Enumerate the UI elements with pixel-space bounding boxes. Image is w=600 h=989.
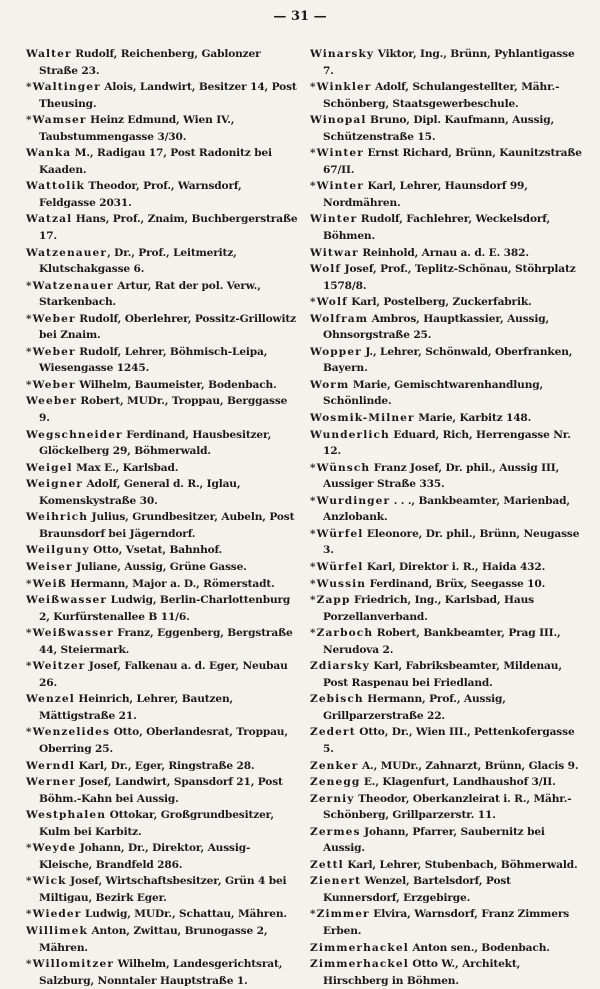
entry-details: Marie, Karbitz 148.: [414, 412, 532, 425]
entry-surname: Weißwasser: [26, 594, 108, 607]
directory-entry: [310, 824, 582, 857]
entry-details: Anton, Zwittau, Brunogasse 2, Mähren.: [39, 924, 268, 954]
entry-details: Adolf, Schulangestellter, Mähr.-Schönberg, Staatsgewerbeschule.: [323, 81, 560, 110]
entry-details: Josef, Wirtschaftsbesitzer, Grün 4 bei Miltigau, Bezirk Eger.: [39, 875, 287, 904]
entry-surname: Zedert: [310, 726, 356, 739]
entry-details: Otto, Dr., Wien III., Pettenkofergasse 5.: [323, 726, 575, 755]
entry-details: Robert, Bankbeamter, Prag III., Nerudova 2.: [323, 627, 561, 656]
directory-entry: [26, 542, 298, 559]
directory-entry: [310, 691, 582, 724]
directory-entry: [310, 526, 582, 559]
entry-surname: *Zimmer: [310, 908, 370, 921]
entry-details: Ludwig, Berlin-Charlottenburg 2, Kurfürstenallee B 11/6.: [39, 594, 291, 623]
entry-surname: *Weyde: [26, 842, 77, 855]
entry-surname: *Zapp: [310, 594, 351, 607]
entry-details: Otto, Vsetat, Bahnhof.: [89, 544, 223, 557]
entry-surname: *Winter: [310, 180, 364, 193]
directory-entry: [26, 840, 298, 873]
entry-details: Josef, Falkenau a. d. Eger, Neubau 26.: [39, 660, 288, 689]
entry-details: Rudolf, Oberlehrer, Possitz-Grillowitz bei Znaim.: [39, 312, 296, 342]
directory-entry: [310, 245, 582, 262]
directory-entry: [310, 211, 582, 244]
directory-entry: [310, 576, 582, 593]
directory-entry: [26, 145, 298, 178]
directory-entry: [310, 294, 582, 311]
directory-entry: [310, 311, 582, 344]
left-column: [26, 46, 298, 989]
entry-surname: *Wurdinger: [310, 494, 391, 507]
entry-details: Marie, Gemischtwarenhandlung, Schönlinde.: [323, 378, 544, 408]
entry-details: Elvira, Warnsdorf, Franz Zimmers Erben.: [323, 908, 570, 937]
entry-surname: Zenker: [310, 759, 359, 772]
directory-entry: [310, 940, 582, 957]
entry-surname: Winter: [310, 213, 358, 226]
directory-entry: [26, 724, 298, 757]
directory-entry: [26, 377, 298, 394]
entry-details: Robert, MUDr., Troppau, Berggasse 9.: [39, 395, 288, 425]
entry-surname: Willimek: [26, 924, 88, 937]
entry-surname: Winopal: [310, 114, 367, 127]
directory-entry: [26, 807, 298, 840]
entry-surname: *Weber: [26, 345, 76, 358]
entry-surname: Wopper: [310, 345, 362, 358]
entry-details: Viktor, Ing., Brünn, Pyhlantigasse 7.: [323, 48, 575, 77]
entry-details: Karl, Dr., Eger, Ringstraße 28.: [75, 759, 255, 772]
entry-surname: Wegschneider: [26, 428, 123, 441]
directory-entry: [26, 393, 298, 426]
entry-details: Wilhelm, Landesgerichtsrat, Salzburg, Nonntaler Hauptstraße 1.: [39, 958, 283, 987]
entry-details: Heinz Edmund, Wien IV., Taubstummengasse 3/30.: [39, 114, 235, 143]
entry-surname: Zimmerhackel: [310, 958, 409, 971]
entry-surname: Winarsky: [310, 48, 375, 60]
entry-surname: Wunderlich: [310, 428, 390, 441]
directory-entry: [310, 460, 582, 493]
entry-details: Rudolf, Reichenberg, Gablonzer Straße 23.: [39, 48, 261, 77]
directory-entry: [26, 427, 298, 460]
directory-entry: [310, 625, 582, 658]
directory-entry: [310, 377, 582, 410]
entry-surname: *Zarboch: [310, 627, 374, 640]
directory-entry: [26, 691, 298, 724]
entry-details: Otto W., Architekt, Hirschberg in Böhmen.: [323, 958, 521, 987]
entry-surname: *Weber: [26, 378, 76, 391]
entry-surname: *Wolf: [310, 296, 348, 309]
directory-entry: [310, 724, 582, 757]
entry-details: M., Radigau 17, Post Radonitz bei Kaaden.: [39, 147, 272, 176]
entry-surname: Wenzel: [26, 693, 75, 706]
entry-details: Karl, Lehrer, Haunsdorf 99, Nordmähren.: [323, 180, 528, 209]
entry-details: Karl, Fabriksbeamter, Mildenau, Post Raspenau bei Friedland.: [323, 660, 562, 689]
entry-details: Ernst Richard, Brünn, Kaunitzstraße 67/II.: [323, 147, 582, 176]
directory-entry: [26, 311, 298, 344]
directory-entry: [26, 956, 298, 989]
entry-surname: Werner: [26, 776, 76, 789]
directory-entry: [310, 774, 582, 791]
entry-surname: Weihrich: [26, 511, 89, 524]
entry-surname: Watzenauer: [26, 246, 108, 259]
entry-details: Josef, Prof., Teplitz-Schönau, Stöhrplatz 1578/8.: [323, 263, 576, 292]
directory-entry: [310, 145, 582, 178]
entry-details: Rudolf, Lehrer, Böhmisch-Leipa, Wiesengasse 1245.: [39, 345, 268, 375]
directory-entry: [26, 923, 298, 956]
entry-details: Josef, Landwirt, Spansdorf 21, Post Böhm.-Kahn bei Aussig.: [39, 776, 283, 805]
entry-details: Eleonore, Dr. phil., Brünn, Neugasse 3.: [323, 527, 580, 557]
entry-surname: *Weber: [26, 312, 76, 325]
entry-surname: Zenegg: [310, 776, 361, 789]
entry-surname: Wolfram: [310, 312, 369, 325]
directory-entry: [310, 344, 582, 377]
entry-details: , Dr., Prof., Leitmeritz, Klutschakgasse 6.: [39, 246, 237, 276]
directory-entry: [310, 857, 582, 874]
directory-entry: [26, 460, 298, 477]
entry-details: E., Klagenfurt, Landhaushof 3/II.: [360, 776, 556, 789]
directory-entry: [26, 509, 298, 542]
entry-surname: Zettl: [310, 858, 344, 871]
entry-details: Anton sen., Bodenbach.: [408, 941, 550, 954]
entry-surname: Zebisch: [310, 693, 364, 706]
entry-details: Ludwig, MUDr., Schattau, Mähren.: [81, 908, 287, 921]
directory-entry: [310, 79, 582, 112]
entry-surname: Worm: [310, 378, 350, 391]
entry-details: Ambros, Hauptkassier, Aussig, Ohnsorgstraße 25.: [323, 312, 549, 342]
directory-entry: [310, 46, 582, 79]
directory-entry: [310, 261, 582, 294]
entry-details: Otto, Oberlandesrat, Troppau, Oberring 25.: [39, 726, 288, 755]
entry-surname: *Wenzelides: [26, 726, 111, 739]
directory-entry: [26, 774, 298, 807]
entry-surname: Weigel: [26, 461, 73, 474]
entry-details: J., Lehrer, Schönwald, Oberfranken, Bayern.: [323, 345, 573, 375]
entry-surname: *Würfel: [310, 527, 364, 540]
directory-entry: [26, 79, 298, 112]
entry-surname: Zermes: [310, 825, 361, 838]
entry-details: Friedrich, Ing., Karlsbad, Haus Porzellanverband.: [323, 594, 534, 623]
entry-surname: *Winkler: [310, 81, 372, 94]
entry-surname: Zdiarsky: [310, 660, 370, 673]
entry-details: Rudolf, Fachlehrer, Weckelsdorf, Böhmen.: [323, 213, 551, 243]
entry-surname: Watzal: [26, 213, 73, 226]
directory-entry: [26, 178, 298, 211]
entry-surname: *Winter: [310, 147, 364, 160]
entry-details: A., MUDr., Zahnarzt, Brünn, Glacis 9.: [358, 759, 579, 772]
directory-entry: [310, 873, 582, 906]
directory-entry: [26, 873, 298, 906]
entry-details: Theodor, Prof., Warnsdorf, Feldgasse 2031.: [39, 180, 242, 209]
entry-details: Hermann, Major a. D., Römerstadt.: [66, 577, 275, 590]
entry-surname: Westphalen: [26, 809, 107, 822]
directory-entry: [26, 112, 298, 145]
directory-entry: [26, 625, 298, 658]
directory-entry: [26, 211, 298, 244]
entry-surname: Weilguny: [26, 544, 90, 557]
directory-entry: [310, 427, 582, 460]
entry-details: Ferdinand, Hausbesitzer, Glöckelberg 29, Böhmerwald.: [39, 428, 272, 458]
entry-surname: *Waltinger: [26, 81, 101, 94]
entry-details: Ottokar, Großgrundbesitzer, Kulm bei Karbitz.: [39, 809, 274, 838]
entry-surname: *Wick: [26, 875, 67, 888]
entry-details: Theodor, Oberkanzleirat i. R., Mähr.-Schönberg, Grillparzerstr. 11.: [323, 792, 572, 822]
entry-surname: *Würfel: [310, 560, 364, 573]
entry-details: Julius, Grundbesitzer, Aubeln, Post Braunsdorf bei Jägerndorf.: [39, 511, 295, 540]
entry-details: Wenzel, Bartelsdorf, Post Kunnersdorf, Erzgebirge.: [323, 875, 511, 904]
entry-details: Alois, Landwirt, Besitzer 14, Post Theusing.: [39, 81, 297, 110]
entry-surname: *Weitzer: [26, 660, 86, 673]
directory-entry: [310, 410, 582, 427]
entry-surname: *Wünsch: [310, 461, 371, 474]
entry-surname: *Wieder: [26, 908, 82, 921]
entry-details: Johann, Pfarrer, Saubernitz bei Aussig.: [323, 825, 545, 855]
directory-entry: [26, 906, 298, 923]
entry-details: Franz Josef, Dr. phil., Aussig III, Aussiger Straße 335.: [323, 461, 560, 491]
directory-entry: [26, 592, 298, 625]
entry-surname: Weigner: [26, 478, 83, 491]
entry-details: Johann, Dr., Direktor, Aussig-Kleische, Brandfeld 286.: [39, 842, 251, 871]
entry-details: Karl, Lehrer, Stubenbach, Böhmerwald.: [343, 858, 578, 871]
entry-surname: Zimmerhackel: [310, 941, 409, 954]
entry-details: Adolf, General d. R., Iglau, Komenskystraße 30.: [39, 478, 241, 507]
directory-entry: [310, 906, 582, 939]
entry-surname: *Wussin: [310, 577, 367, 590]
entry-surname: Wosmik-Milner: [310, 412, 415, 425]
entry-surname: Weiser: [26, 560, 73, 573]
entry-details: Artur, Rat der pol. Verw., Starkenbach.: [39, 279, 261, 309]
entry-surname: Wanka: [26, 147, 72, 160]
directory-entry: [26, 576, 298, 593]
entry-details: Juliane, Aussig, Grüne Gasse.: [72, 560, 247, 573]
right-column: [310, 46, 582, 989]
entry-details: Max E., Karlsbad.: [72, 461, 179, 474]
entry-details: Karl, Postelberg, Zuckerfabrik.: [347, 296, 532, 309]
entry-surname: Wattolik: [26, 180, 85, 193]
directory-entry: [26, 476, 298, 509]
entry-surname: Walter: [26, 48, 72, 60]
entry-details: Hans, Prof., Znaim, Buchbergerstraße 17.: [39, 213, 298, 243]
directory-entry: [310, 658, 582, 691]
directory-entry: [310, 493, 582, 526]
directory-entry: [310, 758, 582, 775]
entry-details: Hermann, Prof., Aussig, Grillparzerstraße 22.: [323, 693, 506, 722]
entry-details: Eduard, Rich, Herrengasse Nr. 12.: [323, 428, 571, 458]
page-number: — 31 —: [273, 9, 327, 24]
directory-entry: [310, 791, 582, 824]
entry-details: . . ., Bankbeamter, Marienbad, Anzlobank.: [323, 494, 570, 524]
directory-entry: [26, 658, 298, 691]
directory-entry: [26, 278, 298, 311]
entry-surname: Werndl: [26, 759, 76, 772]
directory-entry: [310, 112, 582, 145]
entry-surname: Zerniy: [310, 792, 355, 805]
directory-entry: [310, 592, 582, 625]
directory-entry: [310, 559, 582, 576]
directory-entry: [26, 559, 298, 576]
entry-details: Reinhold, Arnau a. d. E. 382.: [358, 246, 529, 259]
entry-details: Karl, Direktor i. R., Haida 432.: [363, 560, 546, 573]
directory-entry: [26, 245, 298, 278]
entry-surname: Witwar: [310, 246, 359, 259]
entry-details: Wilhelm, Baumeister, Bodenbach.: [75, 378, 277, 391]
directory-entry: [26, 344, 298, 377]
entry-surname: Weeber: [26, 395, 77, 408]
entry-details: Franz, Eggenberg, Bergstraße 44, Steiermark.: [39, 627, 293, 656]
directory-entry: [26, 46, 298, 79]
entry-surname: Wolf: [310, 263, 342, 276]
entry-surname: *Weißwasser: [26, 627, 114, 640]
directory-entry: [310, 956, 582, 989]
entry-surname: Zienert: [310, 875, 362, 888]
entry-surname: *Weiß: [26, 577, 67, 590]
directory-entry: [26, 758, 298, 775]
entry-details: Ferdinand, Brüx, Seegasse 10.: [366, 577, 546, 590]
entry-surname: *Willomitzer: [26, 958, 115, 971]
directory-entry: [310, 178, 582, 211]
entry-details: Bruno, Dipl. Kaufmann, Aussig, Schützenstraße 15.: [323, 114, 555, 143]
entry-surname: *Wamser: [26, 114, 87, 127]
entry-surname: *Watzenauer: [26, 279, 114, 292]
entry-details: Heinrich, Lehrer, Bautzen, Mättigstraße 21.: [39, 693, 234, 722]
